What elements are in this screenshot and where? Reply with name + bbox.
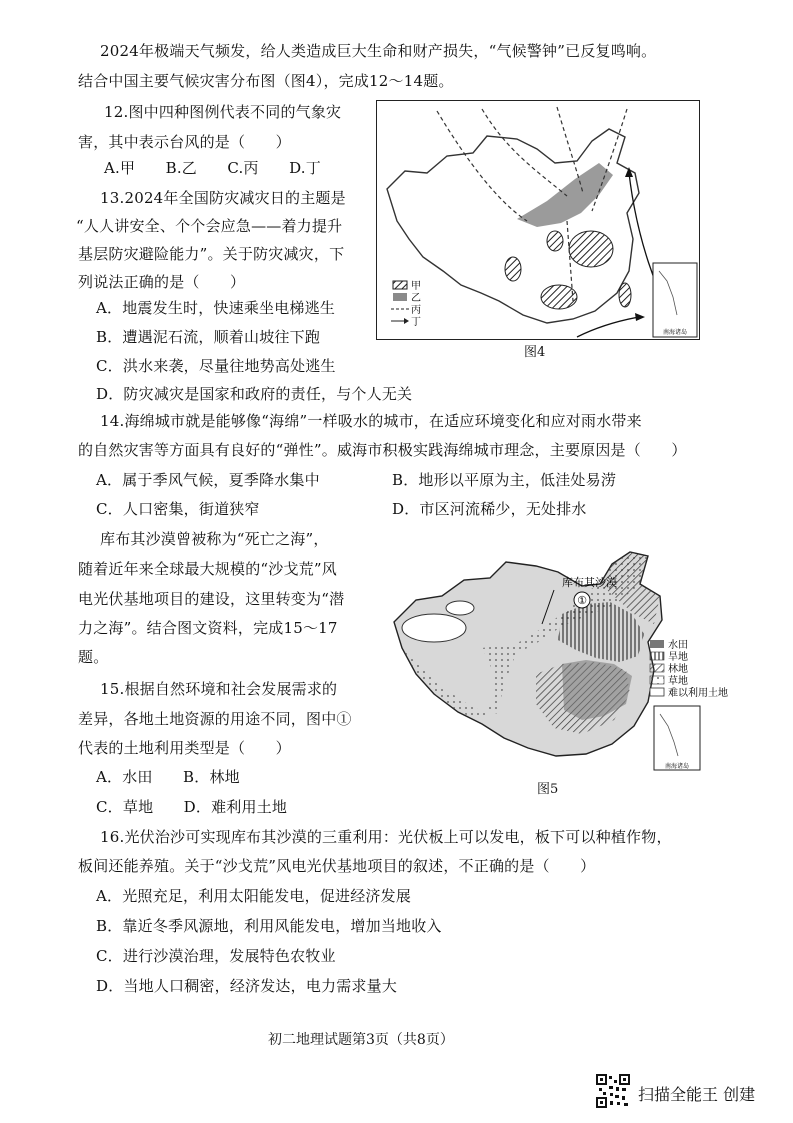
q12-stem-1: 12.图中四种图例代表不同的气象灾 xyxy=(104,103,342,121)
legend-label-dryland: 旱地 xyxy=(668,652,688,663)
legend-swatch-ding-arrowhead xyxy=(404,318,409,324)
q12-options: A.甲 B.乙 C.丙 D.丁 xyxy=(104,159,321,177)
q13-stem-2: “人人讲安全、个个会应急——着力提升 xyxy=(76,217,343,235)
scanner-watermark: 扫描全能王 创建 xyxy=(638,1085,756,1104)
q16-option-c: C．进行沙漠治理，发展特色农牧业 xyxy=(96,947,336,965)
legend-swatch-unusable xyxy=(650,688,664,696)
q14-option-a: A．属于季风气候，夏季降水集中 xyxy=(96,471,320,489)
legend-label-yi: 乙 xyxy=(411,293,421,304)
q13-option-a: A．地震发生时，快速乘坐电梯逃生 xyxy=(96,299,336,317)
china-outline xyxy=(387,129,639,323)
intro2-line-1: 库布其沙漠曾被称为“死亡之海”， xyxy=(100,530,329,548)
cold-wave-path-4 xyxy=(592,109,627,211)
figure-4-svg xyxy=(377,101,699,339)
fig5-legend xyxy=(650,638,728,699)
q13-stem-1: 13.2024年全国防灾减灾日的主题是 xyxy=(100,189,346,207)
intro-line-1: 2024年极端天气频发，给人类造成巨大生命和财产损失，“气候警钟”已反复鸣响。 xyxy=(100,42,657,60)
fig4-inset-label: 南海诸岛 xyxy=(662,329,688,336)
q13-option-b: B．遭遇泥石流，顺着山坡往下跑 xyxy=(96,328,321,346)
legend-label-paddy: 水田 xyxy=(668,640,688,651)
figure-4-caption: 图4 xyxy=(524,345,546,360)
q14-option-b: B．地形以平原为主，低洼处易涝 xyxy=(392,471,617,489)
legend-swatch-forest xyxy=(650,664,664,672)
flood-zone-4 xyxy=(619,283,631,307)
legend-swatch-grassland xyxy=(650,676,664,684)
legend-label-grassland: 草地 xyxy=(668,676,688,687)
legend-swatch-paddy xyxy=(650,640,664,648)
fig5-callout: 库布其沙漠 xyxy=(562,576,617,589)
intro2-line-4: 力之海”。结合图文资料，完成15～17 xyxy=(78,619,338,637)
q15-stem-3: 代表的土地利用类型是（ ） xyxy=(78,739,291,757)
typhoon-arrowhead-2 xyxy=(635,313,645,321)
intro2-line-3: 电光伏基地项目的建设，这里转变为“潜 xyxy=(78,590,345,608)
q15-stem-2: 差异，各地土地资源的用途不同，图中① xyxy=(78,710,352,728)
q13-option-d: D．防灾减灾是国家和政府的责任，与个人无关 xyxy=(96,385,413,403)
legend-label-forest: 林地 xyxy=(668,664,688,675)
desert-zone-1 xyxy=(402,614,466,642)
page-footer: 初二地理试题第3页（共8页） xyxy=(268,1032,454,1048)
q13-stem-3: 基层防灾避险能力”。关于防灾减灾，下 xyxy=(78,245,345,263)
q14-option-d: D．市区河流稀少，无处排水 xyxy=(392,500,587,518)
q16-option-b: B．靠近冬季风源地，利用风能发电，增加当地收入 xyxy=(96,917,442,935)
flood-zone-1 xyxy=(569,231,613,267)
typhoon-path-2 xyxy=(577,317,639,337)
flood-zone-5 xyxy=(547,231,563,251)
flood-zone-2 xyxy=(505,257,521,281)
qr-code-icon xyxy=(596,1074,630,1108)
q14-stem-1: 14.海绵城市就是能够像“海绵”一样吸水的城市，在适应环境变化和应对雨水带来 xyxy=(100,412,642,430)
q16-stem-2: 板间还能养殖。关于“沙戈荒”风电光伏基地项目的叙述，不正确的是（ ） xyxy=(78,857,596,875)
q14-option-c: C．人口密集，街道狭窄 xyxy=(96,500,260,518)
legend-label-unusable: 难以利用土地 xyxy=(668,688,728,699)
legend-label-ding: 丁 xyxy=(411,317,421,328)
flood-zone-3 xyxy=(541,285,577,309)
q13-stem-4: 列说法正确的是（ ） xyxy=(78,273,246,291)
figure-4-map xyxy=(376,100,700,340)
q14-stem-2: 的自然灾害等方面具有良好的“弹性”。威海市积极实践海绵城市理念，主要原因是（ ） xyxy=(78,441,687,459)
cold-wave-path-2 xyxy=(482,109,567,196)
legend-label-jia: 甲 xyxy=(411,281,421,292)
q16-option-a: A．光照充足，利用太阳能发电，促进经济发展 xyxy=(96,887,412,905)
legend-swatch-dryland xyxy=(650,652,664,660)
figure-5-svg xyxy=(386,544,734,774)
legend-swatch-jia xyxy=(393,281,407,289)
fig5-marker: ① xyxy=(577,594,587,607)
legend-label-bing: 丙 xyxy=(411,305,421,316)
q16-stem-1: 16.光伏治沙可实现库布其沙漠的三重利用：光伏板上可以发电，板下可以种植作物， xyxy=(100,828,672,846)
legend-swatch-yi xyxy=(393,293,407,301)
desert-zone-2 xyxy=(446,601,474,615)
intro-line-2: 结合中国主要气候灾害分布图（图4），完成12～14题。 xyxy=(78,72,454,90)
q15-options-2: C．草地 D．难利用土地 xyxy=(96,798,288,816)
q16-option-d: D．当地人口稠密，经济发达，电力需求量大 xyxy=(96,977,398,995)
cold-wave-path-1 xyxy=(437,111,527,221)
intro2-line-2: 随着近年来全球最大规模的“沙戈荒”风 xyxy=(78,560,337,578)
q15-options-1: A．水田 B．林地 xyxy=(96,768,240,786)
fig5-inset-label: 南海诸岛 xyxy=(664,763,690,770)
fig4-legend xyxy=(391,280,421,328)
south-sea-inset xyxy=(653,263,697,337)
figure-5-caption: 图5 xyxy=(537,782,559,797)
q13-option-c: C．洪水来袭，尽量往地势高处逃生 xyxy=(96,357,336,375)
q15-stem-1: 15.根据自然环境和社会发展需求的 xyxy=(100,680,338,698)
intro2-line-5: 题。 xyxy=(78,648,109,666)
q12-stem-2: 害，其中表示台风的是（ ） xyxy=(78,133,291,151)
figure-5-map xyxy=(386,544,734,774)
